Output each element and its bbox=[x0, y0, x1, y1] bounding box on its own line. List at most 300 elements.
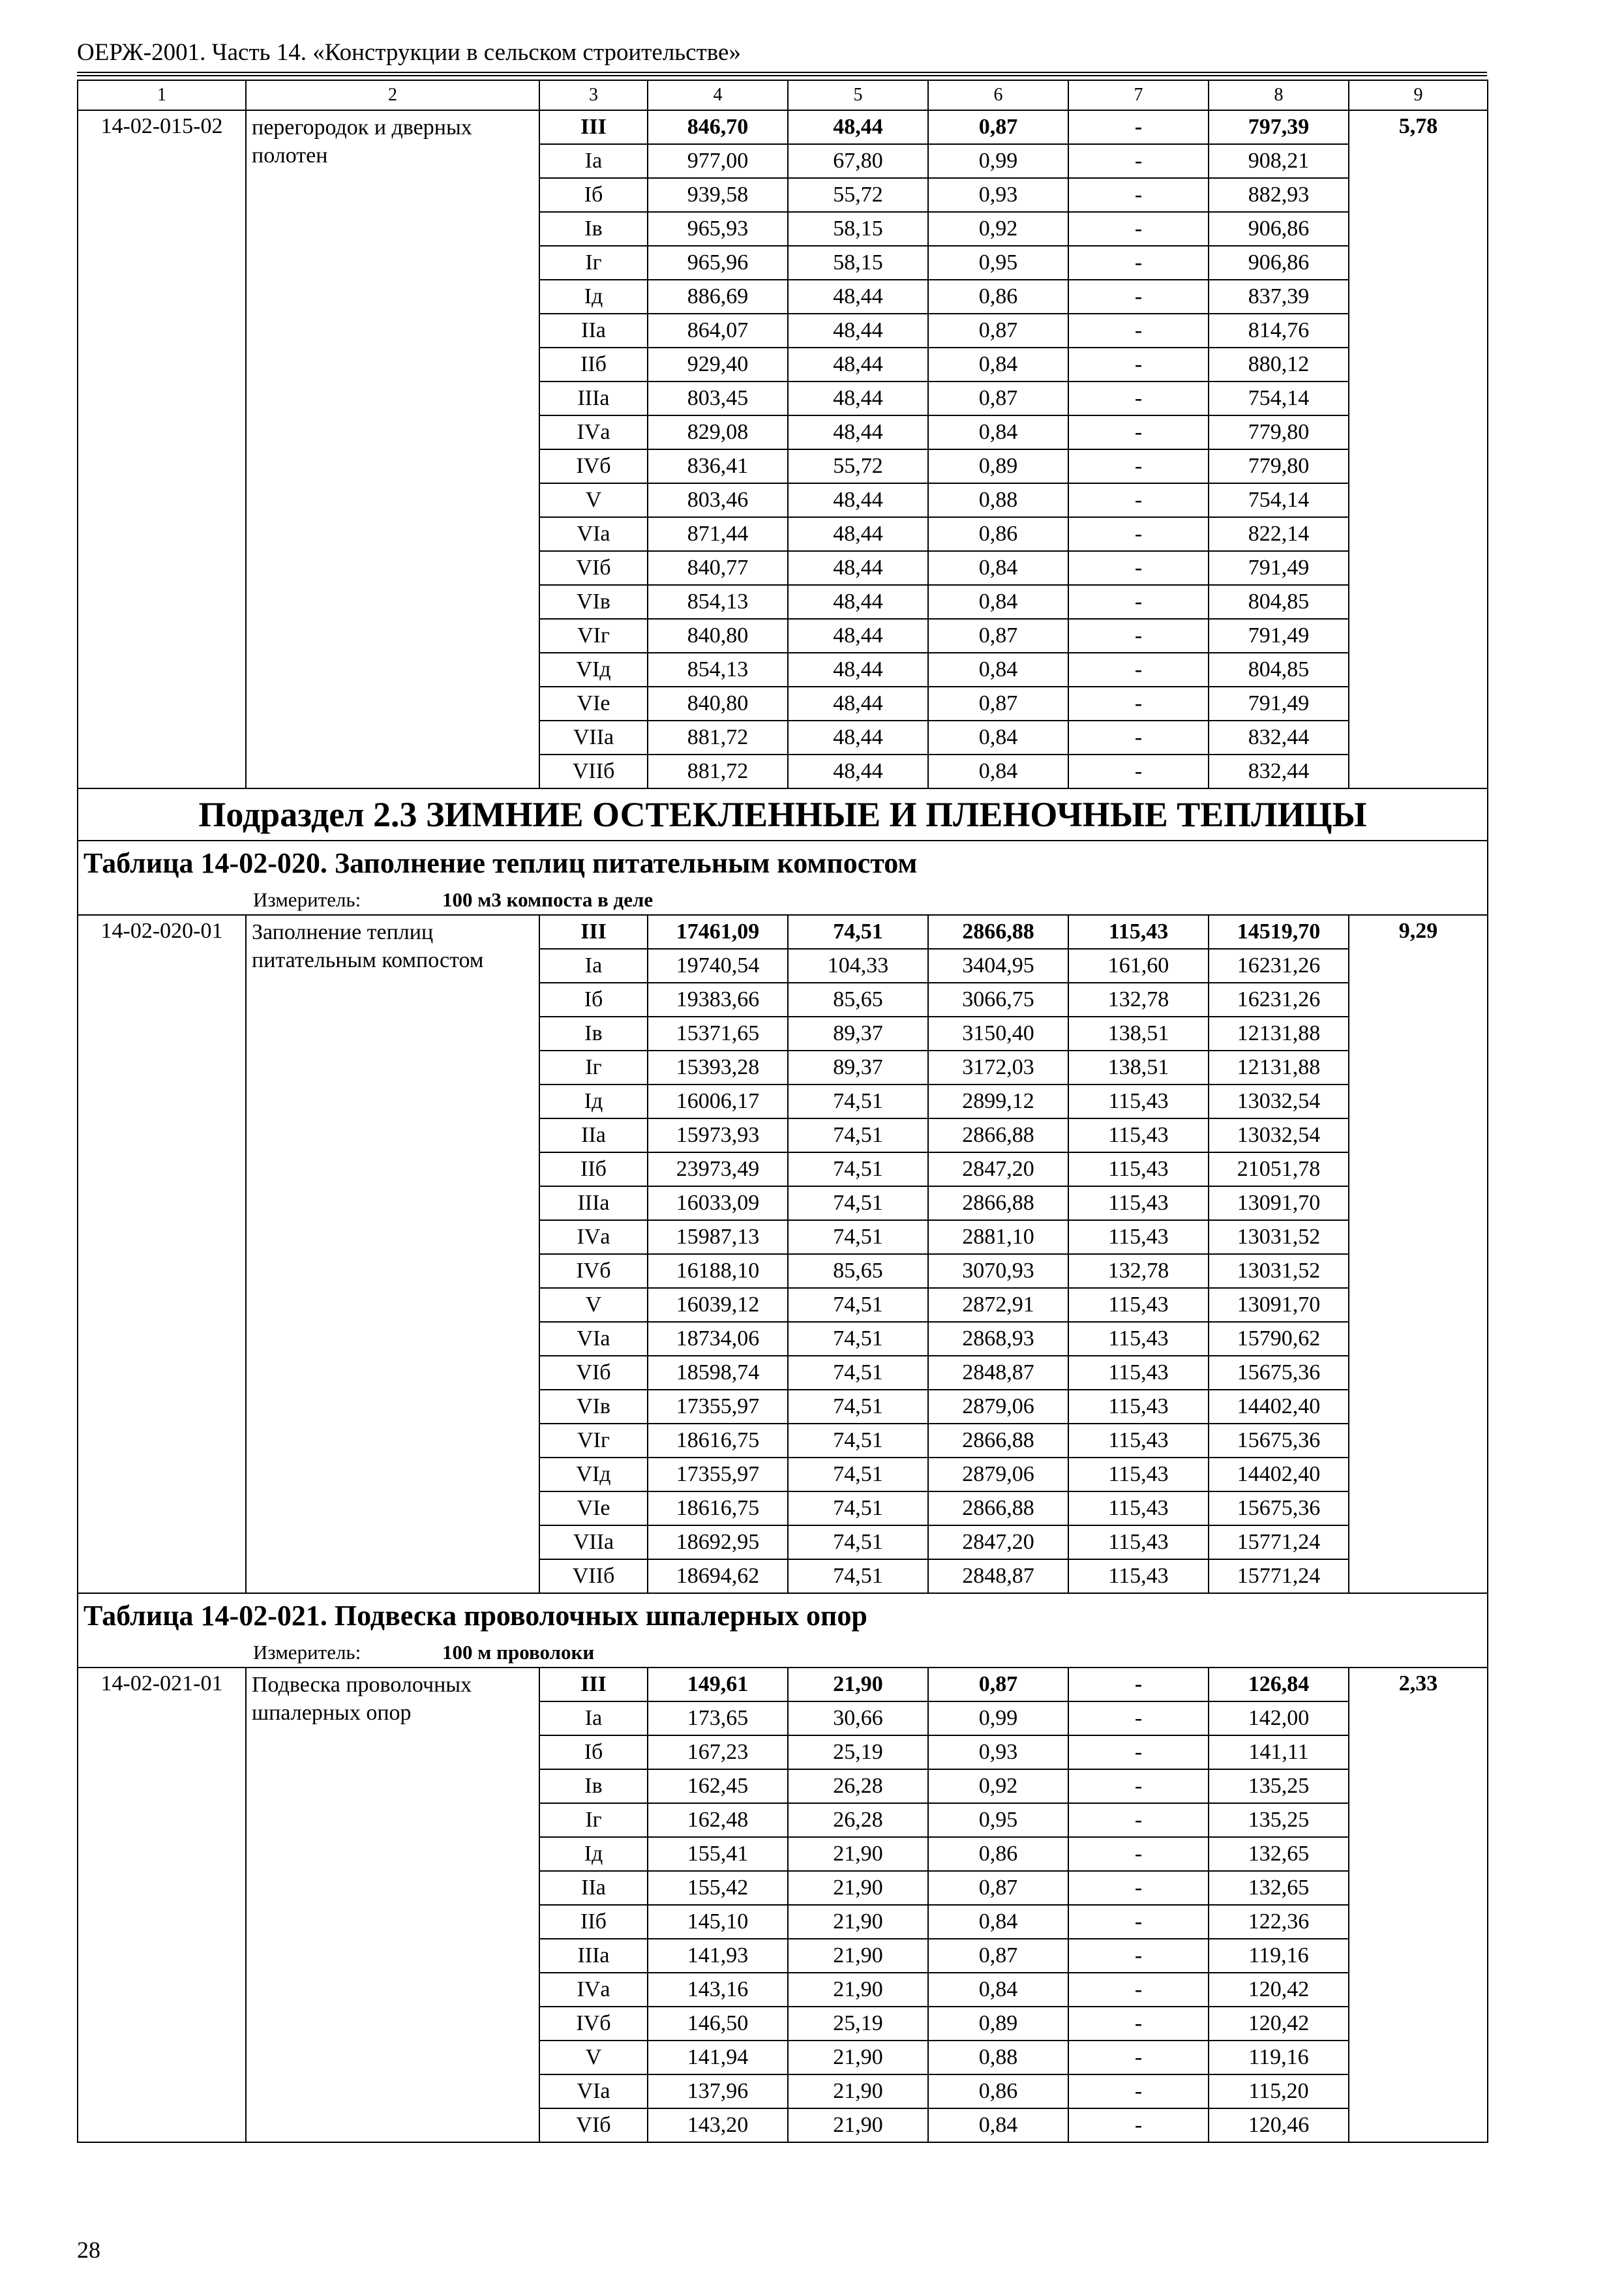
value-cell: 74,51 bbox=[788, 1288, 928, 1322]
value-cell: 15790,62 bbox=[1209, 1322, 1349, 1356]
value-cell: 803,45 bbox=[648, 382, 788, 415]
work-name: Заполнение теплиц питательным компостом bbox=[246, 915, 539, 1593]
value-cell: - bbox=[1068, 585, 1209, 619]
value-cell: 0,84 bbox=[928, 1905, 1068, 1939]
value-cell: 18598,74 bbox=[648, 1356, 788, 1390]
zone-cell: Iа bbox=[539, 144, 648, 178]
value-cell: 19740,54 bbox=[648, 949, 788, 983]
value-cell: 115,43 bbox=[1068, 1288, 1209, 1322]
value-cell: 74,51 bbox=[788, 1559, 928, 1593]
value-cell: 26,28 bbox=[788, 1769, 928, 1803]
value-cell: 74,51 bbox=[788, 1525, 928, 1559]
zone-cell: Iа bbox=[539, 949, 648, 983]
zone-cell: VIа bbox=[539, 2074, 648, 2108]
value-cell: 145,10 bbox=[648, 1905, 788, 1939]
value-cell: 12131,88 bbox=[1209, 1051, 1349, 1085]
value-cell: - bbox=[1068, 687, 1209, 721]
value-cell: 16231,26 bbox=[1209, 983, 1349, 1017]
value-cell: 2872,91 bbox=[928, 1288, 1068, 1322]
value-cell: 0,84 bbox=[928, 585, 1068, 619]
column-number: 7 bbox=[1068, 80, 1209, 110]
value-cell: 0,86 bbox=[928, 1837, 1068, 1871]
value-cell: 21,90 bbox=[788, 1973, 928, 2007]
value-cell: 115,43 bbox=[1068, 1118, 1209, 1152]
value-cell: 89,37 bbox=[788, 1051, 928, 1085]
value-cell: - bbox=[1068, 246, 1209, 280]
value-cell: 167,23 bbox=[648, 1735, 788, 1769]
value-cell: 2847,20 bbox=[928, 1152, 1068, 1186]
value-cell: 906,86 bbox=[1209, 246, 1349, 280]
value-cell: 17355,97 bbox=[648, 1458, 788, 1491]
column-number: 2 bbox=[246, 80, 539, 110]
zone-cell: Iг bbox=[539, 1051, 648, 1085]
value-cell: 48,44 bbox=[788, 314, 928, 348]
value-cell: - bbox=[1068, 1939, 1209, 1973]
value-cell: 832,44 bbox=[1209, 755, 1349, 788]
table-title-row bbox=[78, 841, 1488, 886]
value-cell: 48,44 bbox=[788, 517, 928, 551]
zone-cell: IIа bbox=[539, 1118, 648, 1152]
zone-cell: Iб bbox=[539, 983, 648, 1017]
value-cell: 2848,87 bbox=[928, 1356, 1068, 1390]
value-cell: - bbox=[1068, 1837, 1209, 1871]
value-cell: 115,43 bbox=[1068, 1220, 1209, 1254]
value-cell: 142,00 bbox=[1209, 1701, 1349, 1735]
labor-cost: 9,29 bbox=[1349, 915, 1488, 1593]
zone-cell: IIIа bbox=[539, 382, 648, 415]
value-cell: 74,51 bbox=[788, 1152, 928, 1186]
value-cell: 0,87 bbox=[928, 314, 1068, 348]
zone-cell: IIIа bbox=[539, 1186, 648, 1220]
value-cell: 0,86 bbox=[928, 280, 1068, 314]
value-cell: - bbox=[1068, 178, 1209, 212]
value-cell: - bbox=[1068, 1735, 1209, 1769]
value-cell: 141,11 bbox=[1209, 1735, 1349, 1769]
value-cell: 864,07 bbox=[648, 314, 788, 348]
value-cell: 797,39 bbox=[1209, 110, 1349, 144]
value-cell: 18692,95 bbox=[648, 1525, 788, 1559]
value-cell: 48,44 bbox=[788, 687, 928, 721]
value-cell: 14402,40 bbox=[1209, 1390, 1349, 1424]
measure-cell bbox=[78, 886, 1488, 915]
value-cell: 115,43 bbox=[1068, 1491, 1209, 1525]
column-number: 3 bbox=[539, 80, 648, 110]
value-cell: 48,44 bbox=[788, 551, 928, 585]
value-cell: 840,77 bbox=[648, 551, 788, 585]
value-cell: 3150,40 bbox=[928, 1017, 1068, 1051]
value-cell: 803,46 bbox=[648, 483, 788, 517]
zone-cell: Iа bbox=[539, 1701, 648, 1735]
value-cell: 791,49 bbox=[1209, 619, 1349, 653]
value-cell: 14519,70 bbox=[1209, 915, 1349, 949]
value-cell: - bbox=[1068, 110, 1209, 144]
value-cell: 162,45 bbox=[648, 1769, 788, 1803]
value-cell: 162,48 bbox=[648, 1803, 788, 1837]
value-cell: 840,80 bbox=[648, 687, 788, 721]
value-cell: 13031,52 bbox=[1209, 1220, 1349, 1254]
value-cell: 0,87 bbox=[928, 382, 1068, 415]
value-cell: 908,21 bbox=[1209, 144, 1349, 178]
value-cell: - bbox=[1068, 280, 1209, 314]
column-number: 9 bbox=[1349, 80, 1488, 110]
value-cell: 0,84 bbox=[928, 721, 1068, 755]
zone-cell: VIе bbox=[539, 687, 648, 721]
zone-cell: IIб bbox=[539, 1905, 648, 1939]
value-cell: 3404,95 bbox=[928, 949, 1068, 983]
value-cell: - bbox=[1068, 755, 1209, 788]
labor-cost: 2,33 bbox=[1349, 1668, 1488, 2142]
value-cell: 115,43 bbox=[1068, 1356, 1209, 1390]
work-name: Подвеска проволочных шпалерных опор bbox=[246, 1668, 539, 2142]
value-cell: 126,84 bbox=[1209, 1668, 1349, 1701]
value-cell: 15675,36 bbox=[1209, 1356, 1349, 1390]
zone-cell: III bbox=[539, 915, 648, 949]
page-number: 28 bbox=[77, 2237, 100, 2263]
value-cell: 138,51 bbox=[1068, 1051, 1209, 1085]
value-cell: 119,16 bbox=[1209, 2041, 1349, 2074]
table-row bbox=[78, 110, 1488, 144]
value-cell: 3172,03 bbox=[928, 1051, 1068, 1085]
value-cell: 791,49 bbox=[1209, 551, 1349, 585]
value-cell: 74,51 bbox=[788, 1220, 928, 1254]
value-cell: 115,43 bbox=[1068, 915, 1209, 949]
value-cell: 18616,75 bbox=[648, 1424, 788, 1458]
value-cell: - bbox=[1068, 449, 1209, 483]
zone-cell: VIг bbox=[539, 1424, 648, 1458]
zone-cell: VIе bbox=[539, 1491, 648, 1525]
value-cell: 0,87 bbox=[928, 1871, 1068, 1905]
value-cell: 115,43 bbox=[1068, 1424, 1209, 1458]
value-cell: - bbox=[1068, 2074, 1209, 2108]
zone-cell: VIб bbox=[539, 2108, 648, 2142]
value-cell: 115,43 bbox=[1068, 1186, 1209, 1220]
value-cell: 18734,06 bbox=[648, 1322, 788, 1356]
zone-cell: Iв bbox=[539, 212, 648, 246]
measure-value: 100 м проволоки bbox=[442, 1641, 595, 1664]
value-cell: 0,93 bbox=[928, 178, 1068, 212]
zone-cell: VIа bbox=[539, 517, 648, 551]
value-cell: 115,43 bbox=[1068, 1152, 1209, 1186]
measure-cell bbox=[78, 1638, 1488, 1668]
value-cell: 132,65 bbox=[1209, 1837, 1349, 1871]
value-cell: 0,92 bbox=[928, 212, 1068, 246]
value-cell: 89,37 bbox=[788, 1017, 928, 1051]
value-cell: 120,42 bbox=[1209, 1973, 1349, 2007]
value-cell: 3070,93 bbox=[928, 1254, 1068, 1288]
value-cell: - bbox=[1068, 314, 1209, 348]
value-cell: 132,78 bbox=[1068, 983, 1209, 1017]
value-cell: 120,42 bbox=[1209, 2007, 1349, 2041]
value-cell: 30,66 bbox=[788, 1701, 928, 1735]
value-cell: 881,72 bbox=[648, 721, 788, 755]
rate-code: 14-02-015-02 bbox=[78, 110, 246, 788]
value-cell: 13032,54 bbox=[1209, 1085, 1349, 1118]
table-title: Таблица 14-02-020. Заполнение теплиц питательным компостом bbox=[78, 841, 1488, 886]
value-cell: 119,16 bbox=[1209, 1939, 1349, 1973]
value-cell: 2866,88 bbox=[928, 1118, 1068, 1152]
value-cell: 155,41 bbox=[648, 1837, 788, 1871]
value-cell: 822,14 bbox=[1209, 517, 1349, 551]
value-cell: 115,20 bbox=[1209, 2074, 1349, 2108]
value-cell: - bbox=[1068, 483, 1209, 517]
value-cell: 48,44 bbox=[788, 755, 928, 788]
value-cell: 138,51 bbox=[1068, 1017, 1209, 1051]
value-cell: 104,33 bbox=[788, 949, 928, 983]
value-cell: 0,99 bbox=[928, 1701, 1068, 1735]
value-cell: 854,13 bbox=[648, 585, 788, 619]
value-cell: 791,49 bbox=[1209, 687, 1349, 721]
value-cell: 2848,87 bbox=[928, 1559, 1068, 1593]
value-cell: 115,43 bbox=[1068, 1322, 1209, 1356]
value-cell: 0,89 bbox=[928, 2007, 1068, 2041]
value-cell: 21,90 bbox=[788, 2108, 928, 2142]
value-cell: 137,96 bbox=[648, 2074, 788, 2108]
value-cell: 25,19 bbox=[788, 2007, 928, 2041]
zone-cell: IVб bbox=[539, 449, 648, 483]
value-cell: 754,14 bbox=[1209, 382, 1349, 415]
value-cell: 15771,24 bbox=[1209, 1559, 1349, 1593]
table-row bbox=[78, 1668, 1488, 1701]
value-cell: 21,90 bbox=[788, 2074, 928, 2108]
value-cell: 0,84 bbox=[928, 415, 1068, 449]
value-cell: - bbox=[1068, 1803, 1209, 1837]
measure-value: 100 м3 компоста в деле bbox=[442, 888, 654, 911]
value-cell: 13091,70 bbox=[1209, 1186, 1349, 1220]
value-cell: 965,96 bbox=[648, 246, 788, 280]
value-cell: 74,51 bbox=[788, 915, 928, 949]
value-cell: 115,43 bbox=[1068, 1559, 1209, 1593]
value-cell: 2881,10 bbox=[928, 1220, 1068, 1254]
value-cell: 0,84 bbox=[928, 755, 1068, 788]
value-cell: - bbox=[1068, 2041, 1209, 2074]
zone-cell: VIIб bbox=[539, 755, 648, 788]
zone-cell: VIIа bbox=[539, 1525, 648, 1559]
value-cell: 122,36 bbox=[1209, 1905, 1349, 1939]
value-cell: 15675,36 bbox=[1209, 1491, 1349, 1525]
value-cell: 0,87 bbox=[928, 110, 1068, 144]
zone-cell: Iд bbox=[539, 1085, 648, 1118]
zone-cell: VIб bbox=[539, 1356, 648, 1390]
value-cell: 886,69 bbox=[648, 280, 788, 314]
page-header: ОЕРЖ-2001. Часть 14. «Конструкции в сельском строительстве» bbox=[77, 34, 1487, 73]
value-cell: 2868,93 bbox=[928, 1322, 1068, 1356]
value-cell: 804,85 bbox=[1209, 585, 1349, 619]
value-cell: 0,92 bbox=[928, 1769, 1068, 1803]
value-cell: 149,61 bbox=[648, 1668, 788, 1701]
table-row bbox=[78, 915, 1488, 949]
zone-cell: VIIб bbox=[539, 1559, 648, 1593]
column-number: 4 bbox=[648, 80, 788, 110]
value-cell: - bbox=[1068, 653, 1209, 687]
value-cell: 21,90 bbox=[788, 2041, 928, 2074]
zone-cell: IVб bbox=[539, 2007, 648, 2041]
value-cell: - bbox=[1068, 1668, 1209, 1701]
zone-cell: IIб bbox=[539, 348, 648, 382]
value-cell: 67,80 bbox=[788, 144, 928, 178]
value-cell: 0,86 bbox=[928, 2074, 1068, 2108]
measure-row bbox=[78, 886, 1488, 915]
value-cell: 85,65 bbox=[788, 983, 928, 1017]
value-cell: 18694,62 bbox=[648, 1559, 788, 1593]
zone-cell: IIа bbox=[539, 1871, 648, 1905]
value-cell: 25,19 bbox=[788, 1735, 928, 1769]
section-title: Подраздел 2.3 ЗИМНИЕ ОСТЕКЛЕННЫЕ И ПЛЕНОЧНЫЕ ТЕПЛИЦЫ bbox=[78, 788, 1488, 841]
value-cell: 143,16 bbox=[648, 1973, 788, 2007]
value-cell: 48,44 bbox=[788, 415, 928, 449]
zone-cell: IIб bbox=[539, 1152, 648, 1186]
value-cell: - bbox=[1068, 348, 1209, 382]
value-cell: 146,50 bbox=[648, 2007, 788, 2041]
value-cell: 48,44 bbox=[788, 585, 928, 619]
value-cell: 2866,88 bbox=[928, 1424, 1068, 1458]
value-cell: 0,84 bbox=[928, 551, 1068, 585]
value-cell: 120,46 bbox=[1209, 2108, 1349, 2142]
value-cell: 836,41 bbox=[648, 449, 788, 483]
value-cell: 0,84 bbox=[928, 653, 1068, 687]
value-cell: - bbox=[1068, 382, 1209, 415]
value-cell: 48,44 bbox=[788, 110, 928, 144]
value-cell: 12131,88 bbox=[1209, 1017, 1349, 1051]
value-cell: 871,44 bbox=[648, 517, 788, 551]
value-cell: 115,43 bbox=[1068, 1525, 1209, 1559]
zone-cell: V bbox=[539, 2041, 648, 2074]
value-cell: 74,51 bbox=[788, 1085, 928, 1118]
value-cell: 141,93 bbox=[648, 1939, 788, 1973]
value-cell: 135,25 bbox=[1209, 1803, 1349, 1837]
value-cell: 2847,20 bbox=[928, 1525, 1068, 1559]
value-cell: 21051,78 bbox=[1209, 1152, 1349, 1186]
value-cell: 0,87 bbox=[928, 687, 1068, 721]
value-cell: 0,88 bbox=[928, 2041, 1068, 2074]
value-cell: 13031,52 bbox=[1209, 1254, 1349, 1288]
zone-cell: Iб bbox=[539, 178, 648, 212]
value-cell: - bbox=[1068, 144, 1209, 178]
value-cell: - bbox=[1068, 212, 1209, 246]
zone-cell: IVб bbox=[539, 1254, 648, 1288]
zone-cell: Iг bbox=[539, 246, 648, 280]
value-cell: - bbox=[1068, 721, 1209, 755]
value-cell: 115,43 bbox=[1068, 1085, 1209, 1118]
value-cell: - bbox=[1068, 2108, 1209, 2142]
zone-cell: Iг bbox=[539, 1803, 648, 1837]
value-cell: 2879,06 bbox=[928, 1390, 1068, 1424]
value-cell: 779,80 bbox=[1209, 449, 1349, 483]
value-cell: 0,87 bbox=[928, 1668, 1068, 1701]
zone-cell: III bbox=[539, 110, 648, 144]
value-cell: 16039,12 bbox=[648, 1288, 788, 1322]
value-cell: 0,95 bbox=[928, 1803, 1068, 1837]
value-cell: 13032,54 bbox=[1209, 1118, 1349, 1152]
value-cell: 85,65 bbox=[788, 1254, 928, 1288]
value-cell: 965,93 bbox=[648, 212, 788, 246]
value-cell: 132,65 bbox=[1209, 1871, 1349, 1905]
value-cell: 14402,40 bbox=[1209, 1458, 1349, 1491]
value-cell: - bbox=[1068, 415, 1209, 449]
value-cell: 23973,49 bbox=[648, 1152, 788, 1186]
value-cell: 48,44 bbox=[788, 280, 928, 314]
column-number: 8 bbox=[1209, 80, 1349, 110]
value-cell: 837,39 bbox=[1209, 280, 1349, 314]
value-cell: 3066,75 bbox=[928, 983, 1068, 1017]
measure-row bbox=[78, 1638, 1488, 1668]
zone-cell: Iв bbox=[539, 1769, 648, 1803]
value-cell: 2866,88 bbox=[928, 1491, 1068, 1525]
value-cell: 48,44 bbox=[788, 382, 928, 415]
zone-cell: VIг bbox=[539, 619, 648, 653]
rate-code: 14-02-021-01 bbox=[78, 1668, 246, 2142]
rates-table bbox=[77, 80, 1488, 2143]
value-cell: 115,43 bbox=[1068, 1458, 1209, 1491]
value-cell: 0,86 bbox=[928, 517, 1068, 551]
zone-cell: VIв bbox=[539, 585, 648, 619]
value-cell: 19383,66 bbox=[648, 983, 788, 1017]
value-cell: 143,20 bbox=[648, 2108, 788, 2142]
value-cell: 929,40 bbox=[648, 348, 788, 382]
value-cell: 21,90 bbox=[788, 1668, 928, 1701]
value-cell: 48,44 bbox=[788, 653, 928, 687]
value-cell: 804,85 bbox=[1209, 653, 1349, 687]
value-cell: 854,13 bbox=[648, 653, 788, 687]
value-cell: 2899,12 bbox=[928, 1085, 1068, 1118]
value-cell: 15771,24 bbox=[1209, 1525, 1349, 1559]
value-cell: - bbox=[1068, 1871, 1209, 1905]
zone-cell: VIIа bbox=[539, 721, 648, 755]
value-cell: 15371,65 bbox=[648, 1017, 788, 1051]
value-cell: 829,08 bbox=[648, 415, 788, 449]
value-cell: 939,58 bbox=[648, 178, 788, 212]
value-cell: 58,15 bbox=[788, 212, 928, 246]
value-cell: 779,80 bbox=[1209, 415, 1349, 449]
value-cell: 55,72 bbox=[788, 449, 928, 483]
section-row bbox=[78, 788, 1488, 841]
value-cell: 74,51 bbox=[788, 1322, 928, 1356]
zone-cell: Iв bbox=[539, 1017, 648, 1051]
value-cell: 18616,75 bbox=[648, 1491, 788, 1525]
value-cell: 0,88 bbox=[928, 483, 1068, 517]
value-cell: - bbox=[1068, 1973, 1209, 2007]
value-cell: 882,93 bbox=[1209, 178, 1349, 212]
value-cell: 74,51 bbox=[788, 1356, 928, 1390]
zone-cell: VIд bbox=[539, 653, 648, 687]
value-cell: 48,44 bbox=[788, 348, 928, 382]
value-cell: 0,84 bbox=[928, 348, 1068, 382]
value-cell: 16006,17 bbox=[648, 1085, 788, 1118]
value-cell: 161,60 bbox=[1068, 949, 1209, 983]
value-cell: - bbox=[1068, 1701, 1209, 1735]
value-cell: 15393,28 bbox=[648, 1051, 788, 1085]
value-cell: - bbox=[1068, 1769, 1209, 1803]
value-cell: 0,87 bbox=[928, 1939, 1068, 1973]
zone-cell: VIд bbox=[539, 1458, 648, 1491]
value-cell: - bbox=[1068, 517, 1209, 551]
value-cell: 74,51 bbox=[788, 1424, 928, 1458]
value-cell: 13091,70 bbox=[1209, 1288, 1349, 1322]
value-cell: 74,51 bbox=[788, 1118, 928, 1152]
value-cell: 0,95 bbox=[928, 246, 1068, 280]
table-title-row bbox=[78, 1593, 1488, 1638]
value-cell: 15987,13 bbox=[648, 1220, 788, 1254]
value-cell: 74,51 bbox=[788, 1186, 928, 1220]
value-cell: 16188,10 bbox=[648, 1254, 788, 1288]
value-cell: 55,72 bbox=[788, 178, 928, 212]
zone-cell: VIб bbox=[539, 551, 648, 585]
value-cell: 0,99 bbox=[928, 144, 1068, 178]
measure-label: Измеритель: bbox=[253, 1641, 361, 1664]
value-cell: 15675,36 bbox=[1209, 1424, 1349, 1458]
column-numbers-row bbox=[78, 80, 1488, 110]
value-cell: 2866,88 bbox=[928, 915, 1068, 949]
value-cell: 832,44 bbox=[1209, 721, 1349, 755]
